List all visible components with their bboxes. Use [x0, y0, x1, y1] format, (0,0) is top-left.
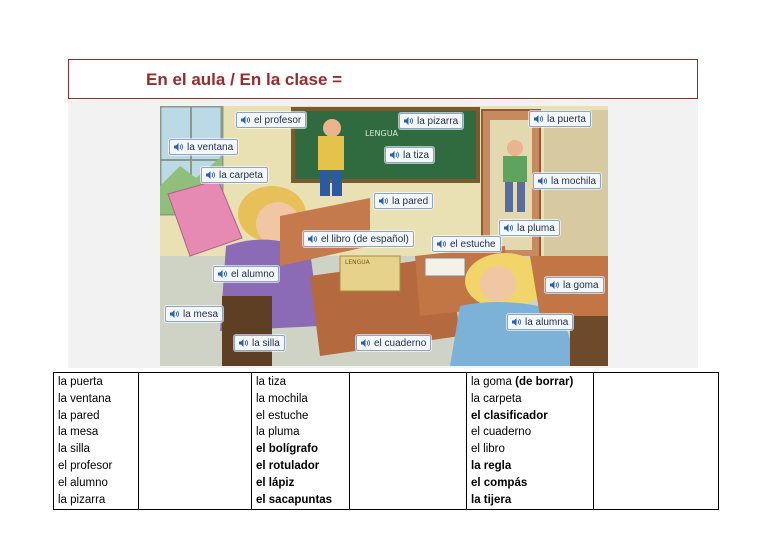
tag-la-pluma[interactable] — [499, 220, 560, 236]
tag-label: la ventana — [187, 141, 234, 153]
vocab-word: la puerta — [58, 376, 103, 388]
vocab-word: el sacapuntas — [256, 493, 333, 506]
tag-la-pared[interactable] — [374, 193, 433, 209]
tag-la-carpeta[interactable] — [201, 167, 268, 183]
tag-label: la mochila — [551, 175, 597, 187]
speaker-icon — [511, 317, 522, 327]
speaker-icon — [307, 234, 318, 244]
book-cover-text: LENGUA — [345, 259, 370, 266]
vocab-word: la pared — [58, 409, 100, 422]
vocab-word: la tijera — [471, 493, 512, 506]
vocab-column-3 — [252, 373, 350, 510]
vocab-word: la mochila — [256, 392, 308, 405]
speaker-icon — [169, 309, 180, 319]
speaker-icon — [173, 142, 184, 152]
vocab-word: el compás — [471, 476, 528, 489]
speaker-icon — [217, 269, 228, 279]
tag-label: la goma — [563, 279, 599, 291]
tag-la-pizarra[interactable] — [399, 113, 463, 129]
vocab-word: la carpeta — [471, 392, 522, 405]
vocab-word: la tiza — [256, 376, 287, 388]
tag-label: la alumna — [525, 316, 569, 328]
tag-la-tiza[interactable] — [385, 147, 434, 163]
tag-el-profesor[interactable] — [236, 112, 306, 128]
tag-la-puerta[interactable] — [529, 111, 591, 127]
vocab-word: el lápiz — [256, 476, 295, 489]
vocab-word: la pizarra — [58, 493, 106, 506]
tag-label: el estuche — [450, 238, 496, 250]
tag-el-alumno[interactable] — [213, 266, 279, 282]
speaker-icon — [533, 114, 544, 124]
speaker-icon — [549, 280, 560, 290]
vocab-word: la pluma — [256, 426, 300, 439]
speaker-icon — [537, 176, 548, 186]
tag-label: la carpeta — [219, 169, 263, 181]
page-title: En el aula / En la clase = — [146, 70, 343, 89]
vocab-word: la ventana — [58, 392, 112, 405]
tag-el-cuaderno[interactable] — [356, 335, 431, 351]
tag-la-goma[interactable] — [545, 277, 604, 293]
tag-label: la silla — [252, 337, 280, 349]
tag-label: la pizarra — [417, 115, 459, 127]
title-box — [68, 59, 698, 99]
vocab-word: la goma (de borrar) — [471, 376, 574, 388]
tag-label: la puerta — [547, 113, 586, 125]
vocab-word: el libro — [471, 443, 505, 456]
tag-la-silla[interactable] — [234, 335, 285, 351]
speaker-icon — [436, 239, 447, 249]
tag-label: el libro (de español) — [321, 233, 409, 245]
tag-label: el cuaderno — [374, 337, 427, 349]
tag-la-mochila[interactable] — [533, 173, 601, 189]
vocab-column-5 — [467, 373, 594, 510]
speaker-icon — [240, 115, 251, 125]
vocab-word: el bolígrafo — [256, 443, 318, 456]
speaker-icon — [378, 196, 389, 206]
vocab-word: el estuche — [256, 409, 309, 422]
tag-label: la pared — [392, 195, 429, 207]
vocab-word-suffix: (de borrar) — [515, 376, 574, 388]
tag-el-libro[interactable] — [303, 231, 414, 247]
vocab-word: el clasificador — [471, 409, 548, 422]
blank-answer-cell[interactable] — [594, 373, 719, 510]
speaker-icon — [503, 223, 514, 233]
vocab-word: la silla — [58, 443, 90, 456]
vocab-word: el rotulador — [256, 459, 320, 472]
speaker-icon — [389, 150, 400, 160]
vocab-word: la regla — [471, 459, 512, 472]
vocab-word: el cuaderno — [471, 426, 532, 439]
tag-la-alumna[interactable] — [507, 314, 573, 330]
vocab-word: el alumno — [58, 476, 108, 489]
tag-label: la tiza — [403, 149, 430, 161]
tag-label: el alumno — [231, 268, 275, 280]
speaker-icon — [360, 338, 371, 348]
vocab-word: el profesor — [58, 459, 113, 472]
tag-label: la pluma — [517, 222, 555, 234]
tag-la-ventana[interactable] — [169, 139, 238, 155]
tag-el-estuche[interactable] — [432, 236, 501, 252]
vocab-column-1 — [54, 373, 139, 510]
svg-text:LENGUA: LENGUA — [365, 129, 399, 138]
speaker-icon — [403, 116, 414, 126]
tag-label: la mesa — [183, 308, 219, 320]
table-row — [54, 373, 719, 510]
tag-label: el profesor — [254, 114, 302, 126]
vocab-word: la mesa — [58, 426, 99, 439]
blank-answer-cell[interactable] — [350, 373, 467, 510]
blank-answer-cell[interactable] — [139, 373, 252, 510]
vocabulary-table — [53, 372, 719, 510]
speaker-icon — [205, 170, 216, 180]
tag-la-mesa[interactable] — [165, 306, 223, 322]
speaker-icon — [238, 338, 249, 348]
